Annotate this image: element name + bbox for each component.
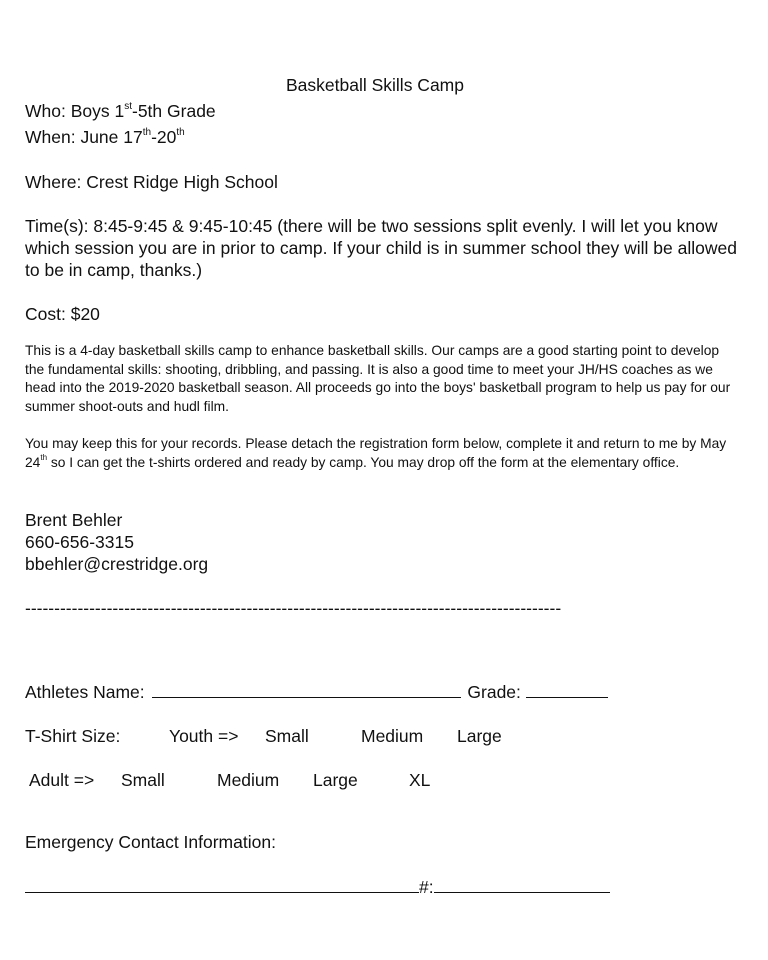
youth-label: Youth =>: [169, 726, 239, 746]
youth-size-large[interactable]: Large: [457, 726, 502, 746]
tshirt-size-label: T-Shirt Size:: [25, 726, 121, 746]
records-text: You may keep this for your records. Please detach the registration form below, complete it and return to me by May 24: [25, 436, 727, 470]
when-superscript-start: th: [142, 127, 152, 139]
contact-email: bbehler@crestridge.org: [25, 554, 209, 574]
records-text-continued: so I can get the t-shirts ordered and ready by camp. You may drop off the form at the elementary office.: [47, 454, 680, 470]
emergency-phone-field[interactable]: [434, 876, 610, 893]
emergency-phone-label: #:: [419, 877, 434, 897]
who-text: Who: Boys 1: [25, 101, 125, 121]
emergency-contact-row: [25, 876, 610, 898]
athlete-name-row: [25, 681, 608, 703]
grade-field[interactable]: [526, 681, 608, 698]
when-end-date: -20: [151, 127, 177, 147]
contact-phone: 660-656-3315: [25, 532, 134, 552]
athlete-name-field[interactable]: [152, 681, 461, 698]
where-line: Where: Crest Ridge High School: [25, 172, 278, 192]
athlete-name-label: Athletes Name:: [25, 682, 145, 702]
adult-size-large[interactable]: Large: [313, 770, 358, 790]
adult-label: Adult =>: [29, 770, 95, 790]
youth-size-medium[interactable]: Medium: [361, 726, 424, 746]
who-suffix: -5th Grade: [132, 101, 216, 121]
when-superscript-end: th: [176, 127, 185, 139]
emergency-contact-name-field[interactable]: [25, 876, 419, 893]
detach-divider: --------------------------------------------------------------------------------------------: [25, 598, 562, 618]
times-paragraph: Time(s): 8:45-9:45 & 9:45-10:45 (there will be two sessions split evenly. I will let you know which session you are in prior to camp. If your child is in summer school they will be allowed to be in camp, thanks.): [25, 216, 737, 280]
description-paragraph: This is a 4-day basketball skills camp to enhance basketball skills. Our camps are a good starting point to develop the fundamental skills: shooting, dribbling, and passing. It is also a good time to meet your JH/HS coaches as we head into the 2019-2020 basketball season. All proceeds go into the boys' basketball program to help us pay for our summer shoot-outs and hudl film.: [25, 343, 731, 414]
records-superscript: th: [40, 452, 48, 462]
when-text: When: June 17: [25, 127, 143, 147]
adult-size-medium[interactable]: Medium: [217, 770, 280, 790]
cost-line: Cost: $20: [25, 304, 100, 324]
adult-size-small[interactable]: Small: [121, 770, 165, 790]
adult-size-xl[interactable]: XL: [409, 770, 431, 790]
emergency-contact-label: Emergency Contact Information:: [25, 832, 276, 852]
who-superscript: st: [124, 101, 132, 113]
when-line: [25, 126, 185, 148]
who-line: [25, 100, 216, 122]
records-paragraph: [25, 435, 735, 472]
youth-size-small[interactable]: Small: [265, 726, 309, 746]
contact-name: Brent Behler: [25, 510, 123, 530]
grade-label: Grade:: [467, 682, 521, 702]
document-title: Basketball Skills Camp: [286, 75, 464, 95]
